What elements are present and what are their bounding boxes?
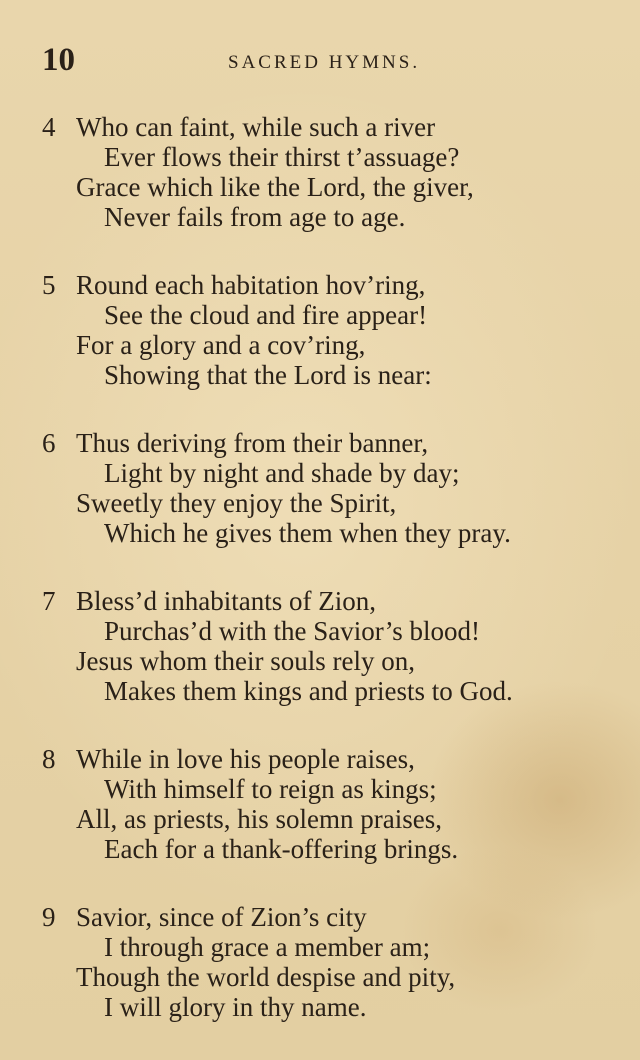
verse-line: Who can faint, while such a river: [76, 112, 436, 142]
verse-line: Makes them kings and priests to God.: [104, 676, 513, 706]
verse-7: [42, 586, 622, 706]
verse-line: Round each habitation hov’ring,: [76, 270, 426, 300]
verse-line: Savior, since of Zion’s city: [76, 902, 367, 932]
verse-number: 4: [42, 112, 56, 142]
verse-line: Ever flows their thirst t’assuage?: [104, 142, 460, 172]
verse-line: Purchas’d with the Savior’s blood!: [104, 616, 480, 646]
verse-number: 5: [42, 270, 56, 300]
page-number: 10: [42, 42, 75, 78]
verse-4: [42, 112, 622, 232]
verse-number: 8: [42, 744, 56, 774]
verse-line: Jesus whom their souls rely on,: [76, 646, 415, 676]
verse-line: Light by night and shade by day;: [104, 458, 460, 488]
verse-line: Though the world despise and pity,: [76, 962, 456, 992]
verse-line: Showing that the Lord is near:: [104, 360, 432, 390]
verse-line: I will glory in thy name.: [104, 992, 367, 1022]
verse-8: [42, 744, 622, 864]
verse-line: Sweetly they enjoy the Spirit,: [76, 488, 397, 518]
verse-line: I through grace a member am;: [104, 932, 431, 962]
verse-6: [42, 428, 622, 548]
verse-number: 7: [42, 586, 56, 616]
verse-number: 9: [42, 902, 56, 932]
hymn-text: [42, 112, 622, 1060]
verse-line: Grace which like the Lord, the giver,: [76, 172, 474, 202]
verse-9: [42, 902, 622, 1022]
verse-5: [42, 270, 622, 390]
verse-line: Which he gives them when they pray.: [104, 518, 511, 548]
verse-line: Never fails from age to age.: [104, 202, 406, 232]
verse-line: See the cloud and fire appear!: [104, 300, 428, 330]
verse-line: While in love his people raises,: [76, 744, 415, 774]
verse-line: For a glory and a cov’ring,: [76, 330, 366, 360]
running-title: SACRED HYMNS.: [228, 52, 421, 73]
verse-number: 6: [42, 428, 56, 458]
verse-line: Thus deriving from their banner,: [76, 428, 429, 458]
verse-line: All, as priests, his solemn praises,: [76, 804, 442, 834]
verse-line: With himself to reign as kings;: [104, 774, 437, 804]
verse-line: Each for a thank-offering brings.: [104, 834, 459, 864]
page-header: [42, 40, 602, 84]
verse-line: Bless’d inhabitants of Zion,: [76, 586, 376, 616]
